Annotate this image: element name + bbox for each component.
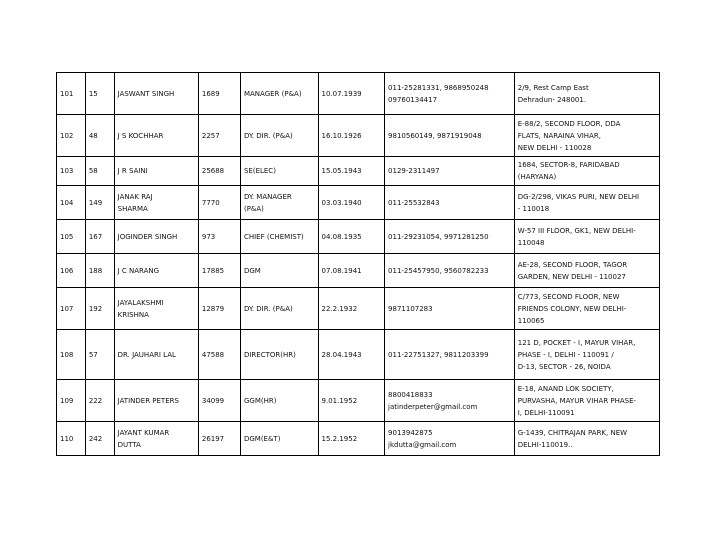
code-cell: 973 <box>198 220 240 254</box>
date-cell: 16.10.1926 <box>318 115 385 157</box>
member-id-cell: 57 <box>85 330 114 380</box>
code-cell: 2257 <box>198 115 240 157</box>
date-cell: 28.04.1943 <box>318 330 385 380</box>
code-cell: 47588 <box>198 330 240 380</box>
table-row <box>57 115 660 157</box>
name-cell: JOGINDER SINGH <box>114 220 198 254</box>
table-row <box>57 157 660 186</box>
table-row <box>57 422 660 456</box>
name-cell: J S KOCHHAR <box>114 115 198 157</box>
designation-cell: GGM(HR) <box>240 380 318 422</box>
designation-cell: CHIEF (CHEMIST) <box>240 220 318 254</box>
code-cell: 12879 <box>198 288 240 330</box>
designation-cell: DY. DIR. (P&A) <box>240 288 318 330</box>
member-id-cell: 48 <box>85 115 114 157</box>
serial-number-cell: 108 <box>57 330 86 380</box>
serial-number-cell: 104 <box>57 186 86 220</box>
phone-cell: 0129-2311497 <box>385 157 515 186</box>
phone-cell: 011-22751327, 9811203399 <box>385 330 515 380</box>
address-cell: 121 D, POCKET - I, MAYUR VIHAR, PHASE - I, DELHI - 110091 / D-13, SECTOR - 26, NOIDA <box>514 330 659 380</box>
name-cell: JAYALAKSHMI KRISHNA <box>114 288 198 330</box>
name-cell: JASWANT SINGH <box>114 73 198 115</box>
address-cell: 2/9, Rest Camp East Dehradun- 248001. <box>514 73 659 115</box>
code-cell: 25688 <box>198 157 240 186</box>
table-row <box>57 288 660 330</box>
members-table <box>56 72 660 456</box>
serial-number-cell: 105 <box>57 220 86 254</box>
designation-cell: MANAGER (P&A) <box>240 73 318 115</box>
serial-number-cell: 102 <box>57 115 86 157</box>
name-cell: DR. JAUHARI LAL <box>114 330 198 380</box>
serial-number-cell: 109 <box>57 380 86 422</box>
address-cell: G-1439, CHITRAJAN PARK, NEW DELHI-110019.. <box>514 422 659 456</box>
date-cell: 03.03.1940 <box>318 186 385 220</box>
address-cell: 1684, SECTOR-8, FARIDABAD (HARYANA) <box>514 157 659 186</box>
date-cell: 07.08.1941 <box>318 254 385 288</box>
serial-number-cell: 106 <box>57 254 86 288</box>
name-cell: JANAK RAJ SHARMA <box>114 186 198 220</box>
address-cell: C/773, SECOND FLOOR, NEW FRIENDS COLONY, NEW DELHI- 110065 <box>514 288 659 330</box>
serial-number-cell: 103 <box>57 157 86 186</box>
name-cell: J R SAINI <box>114 157 198 186</box>
address-cell: E-18, ANAND LOK SOCIETY, PURVASHA, MAYUR VIHAR PHASE- I, DELHI-110091 <box>514 380 659 422</box>
address-cell: W-57 III FLOOR, GK1, NEW DELHI- 110048 <box>514 220 659 254</box>
phone-cell: 9013942875 jkdutta@gmail.com <box>385 422 515 456</box>
designation-cell: DGM(E&T) <box>240 422 318 456</box>
name-cell: JATINDER PETERS <box>114 380 198 422</box>
serial-number-cell: 107 <box>57 288 86 330</box>
designation-cell: DGM <box>240 254 318 288</box>
member-id-cell: 58 <box>85 157 114 186</box>
member-id-cell: 149 <box>85 186 114 220</box>
designation-cell: DY. DIR. (P&A) <box>240 115 318 157</box>
code-cell: 1689 <box>198 73 240 115</box>
table-row <box>57 380 660 422</box>
date-cell: 10.07.1939 <box>318 73 385 115</box>
date-cell: 15.05.1943 <box>318 157 385 186</box>
table-row <box>57 254 660 288</box>
code-cell: 34099 <box>198 380 240 422</box>
phone-cell: 8800418833 jatinderpeter@gmail.com <box>385 380 515 422</box>
serial-number-cell: 110 <box>57 422 86 456</box>
designation-cell: DIRECTOR(HR) <box>240 330 318 380</box>
date-cell: 9.01.1952 <box>318 380 385 422</box>
member-id-cell: 167 <box>85 220 114 254</box>
phone-cell: 011-25281331, 9868950248 09760134417 <box>385 73 515 115</box>
designation-cell: SE(ELEC) <box>240 157 318 186</box>
phone-cell: 011-25457950, 9560782233 <box>385 254 515 288</box>
phone-cell: 011-29231054, 9971281250 <box>385 220 515 254</box>
code-cell: 17885 <box>198 254 240 288</box>
date-cell: 22.2.1932 <box>318 288 385 330</box>
member-id-cell: 15 <box>85 73 114 115</box>
table-row <box>57 220 660 254</box>
code-cell: 7770 <box>198 186 240 220</box>
member-id-cell: 188 <box>85 254 114 288</box>
table-body <box>57 73 660 456</box>
serial-number-cell: 101 <box>57 73 86 115</box>
date-cell: 04.08.1935 <box>318 220 385 254</box>
table-row <box>57 73 660 115</box>
date-cell: 15.2.1952 <box>318 422 385 456</box>
phone-cell: 9871107283 <box>385 288 515 330</box>
address-cell: DG-2/298, VIKAS PURI, NEW DELHI - 110018 <box>514 186 659 220</box>
code-cell: 26197 <box>198 422 240 456</box>
address-cell: E-88/2, SECOND FLOOR, DDA FLATS, NARAINA VIHAR, NEW DELHI - 110028 <box>514 115 659 157</box>
address-cell: AE-28, SECOND FLOOR, TAGOR GARDEN, NEW DELHI - 110027 <box>514 254 659 288</box>
name-cell: J C NARANG <box>114 254 198 288</box>
phone-cell: 9810560149, 9871919048 <box>385 115 515 157</box>
phone-cell: 011-25532843 <box>385 186 515 220</box>
member-id-cell: 242 <box>85 422 114 456</box>
member-id-cell: 192 <box>85 288 114 330</box>
table-row <box>57 186 660 220</box>
designation-cell: DY. MANAGER (P&A) <box>240 186 318 220</box>
member-id-cell: 222 <box>85 380 114 422</box>
name-cell: JAYANT KUMAR DUTTA <box>114 422 198 456</box>
table-row <box>57 330 660 380</box>
